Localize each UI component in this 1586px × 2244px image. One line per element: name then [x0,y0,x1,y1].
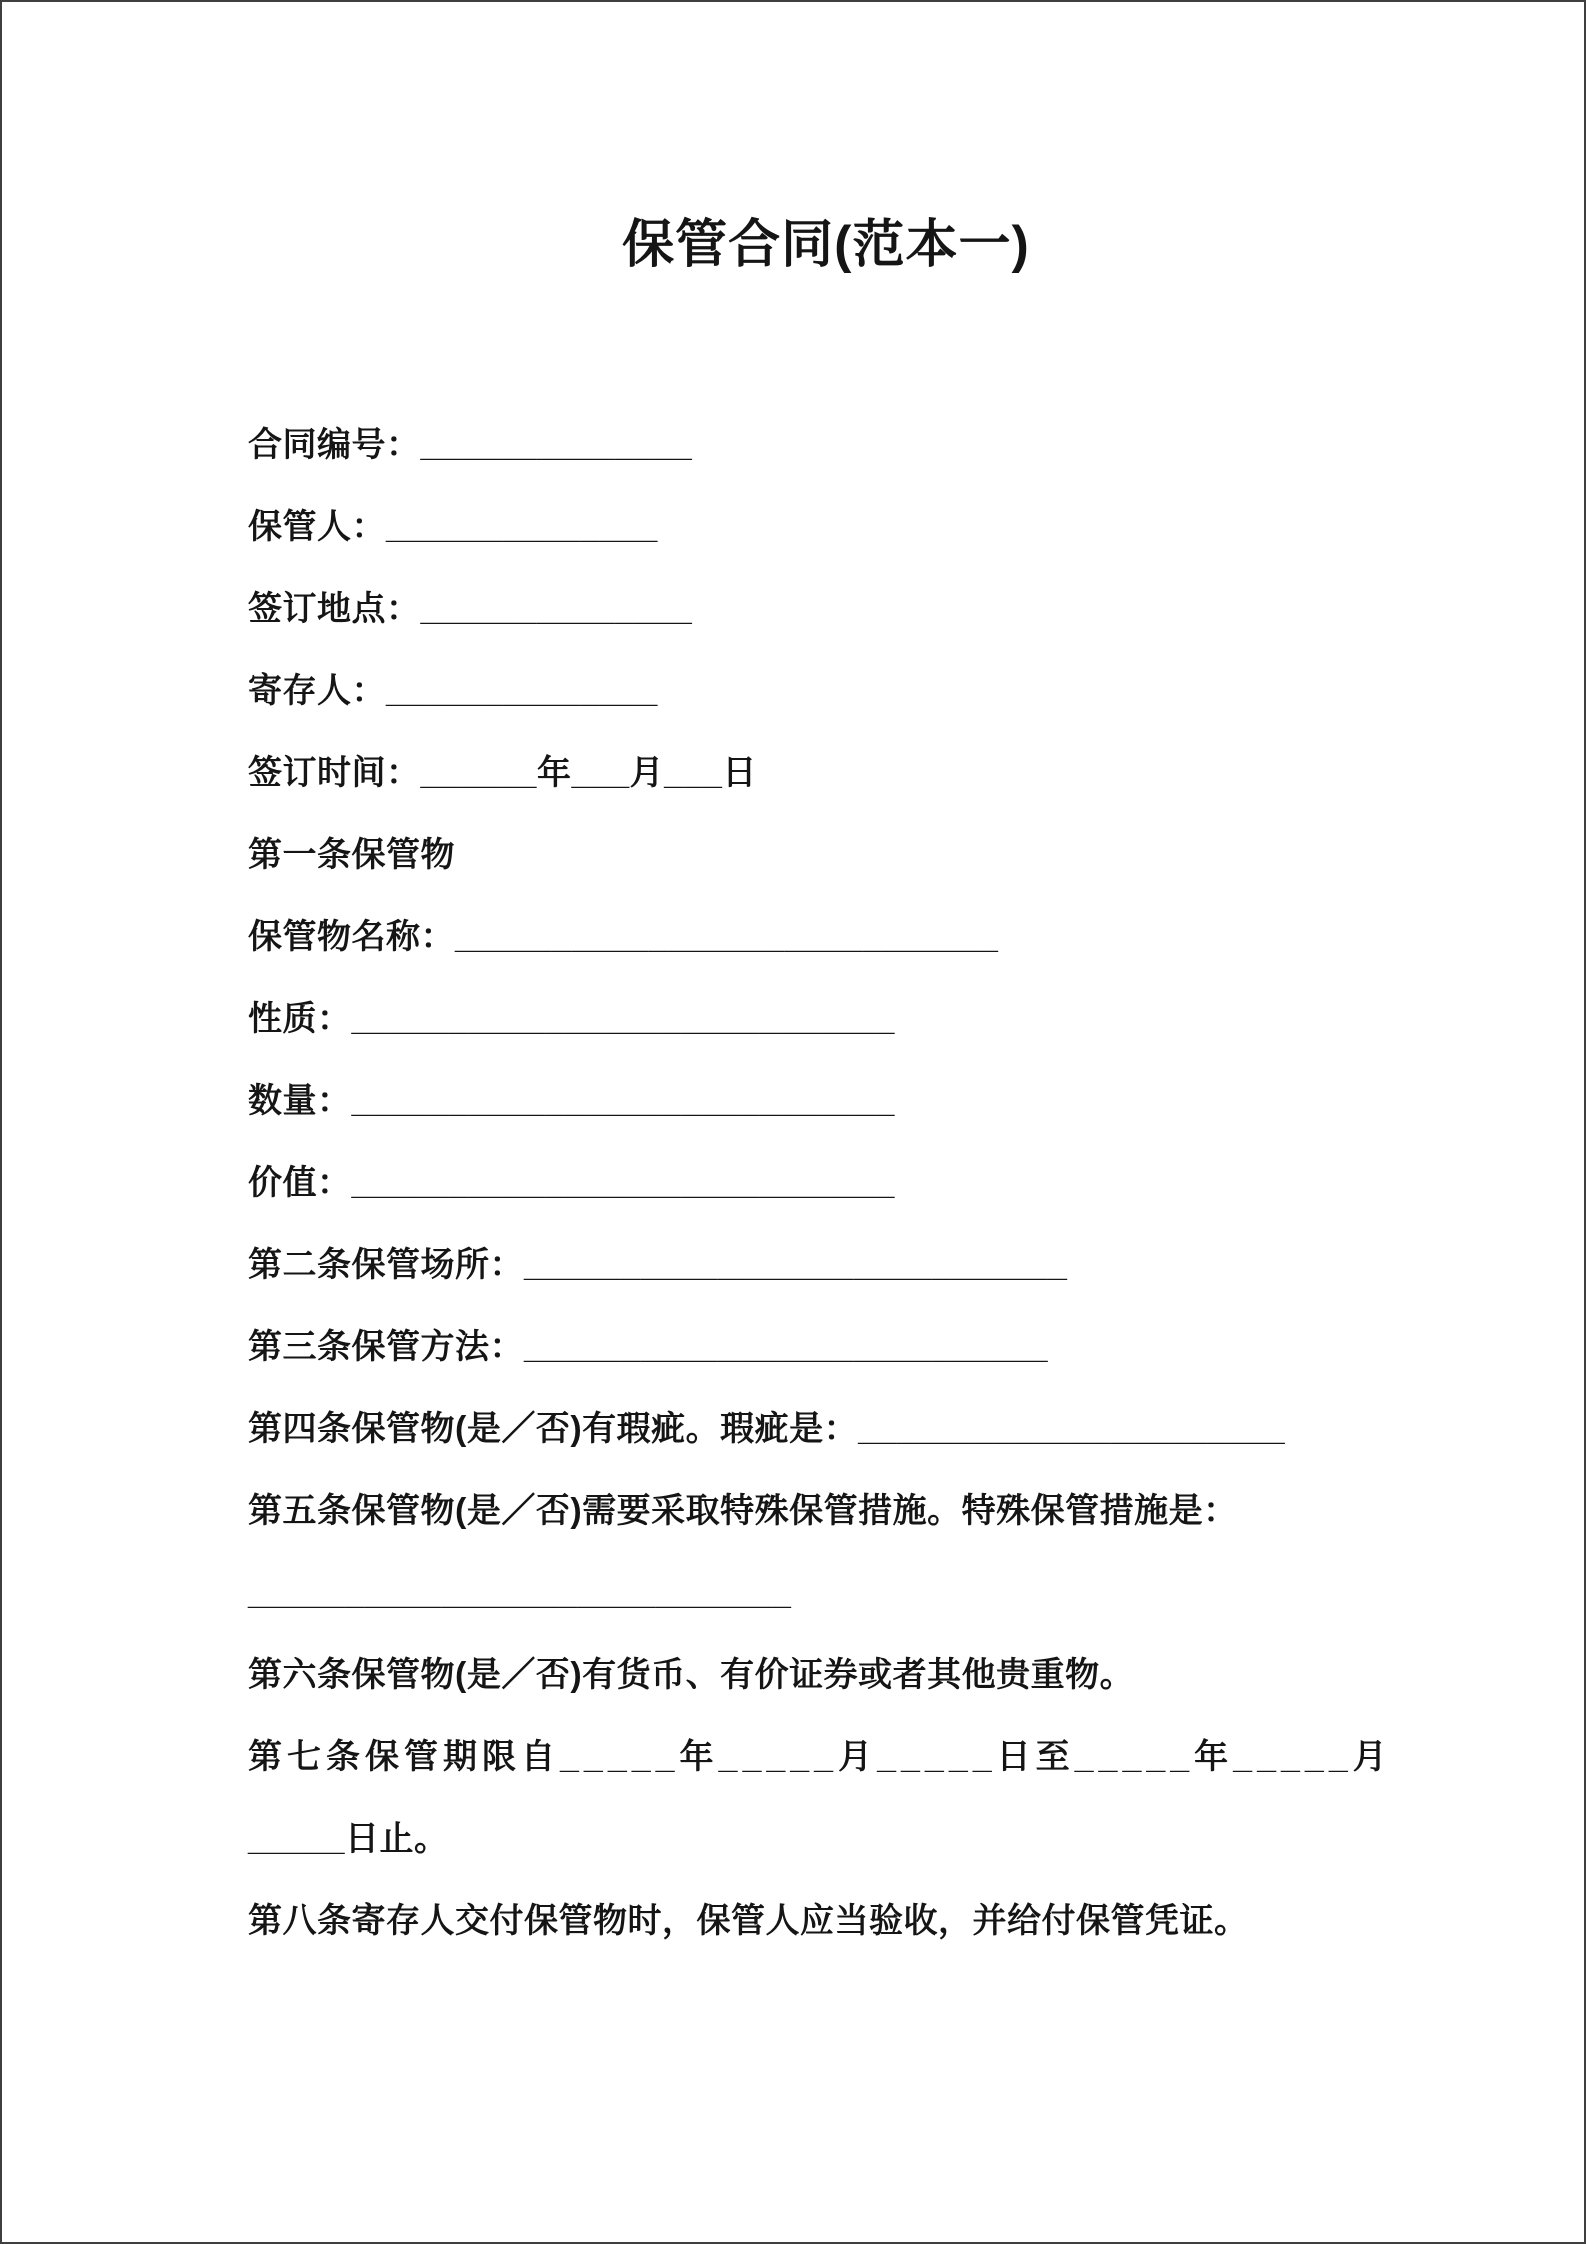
field-depositor: 寄存人：______________ [248,672,658,710]
article-7-storage-period: 第七条保管期限自_____年_____月_____日至_____年_____月 [248,1738,1392,1776]
field-custodian: 保管人：______________ [248,508,658,546]
field-item-value: 价值：____________________________ [248,1164,895,1202]
article-1-heading: 第一条保管物 [248,836,455,874]
article-7-storage-period-cont: _____日止。 [248,1820,449,1858]
article-6-valuables: 第六条保管物(是／否)有货币、有价证券或者其他贵重物。 [248,1656,1135,1694]
article-2-storage-place: 第二条保管场所：____________________________ [248,1246,1068,1284]
field-item-nature: 性质：____________________________ [248,1000,895,1038]
article-8-delivery: 第八条寄存人交付保管物时，保管人应当验收，并给付保管凭证。 [248,1902,1249,1940]
field-signing-place: 签订地点：______________ [248,590,693,628]
article-5-blank-line: ____________________________ [248,1574,792,1612]
article-4-defects: 第四条保管物(是／否)有瑕疵。瑕疵是：______________________ [248,1410,1286,1448]
field-signing-date: 签订时间：______年___月___日 [248,754,757,792]
field-contract-number: 合同编号：______________ [248,426,693,464]
field-item-name: 保管物名称：____________________________ [248,918,999,956]
field-item-quantity: 数量：____________________________ [248,1082,895,1120]
article-3-storage-method: 第三条保管方法：___________________________ [248,1328,1049,1366]
contract-content [2,2,1584,1939]
article-5-special-measures: 第五条保管物(是／否)需要采取特殊保管措施。特殊保管措施是： [248,1492,1238,1530]
page-title: 保管合同(范本一) [622,216,1030,274]
